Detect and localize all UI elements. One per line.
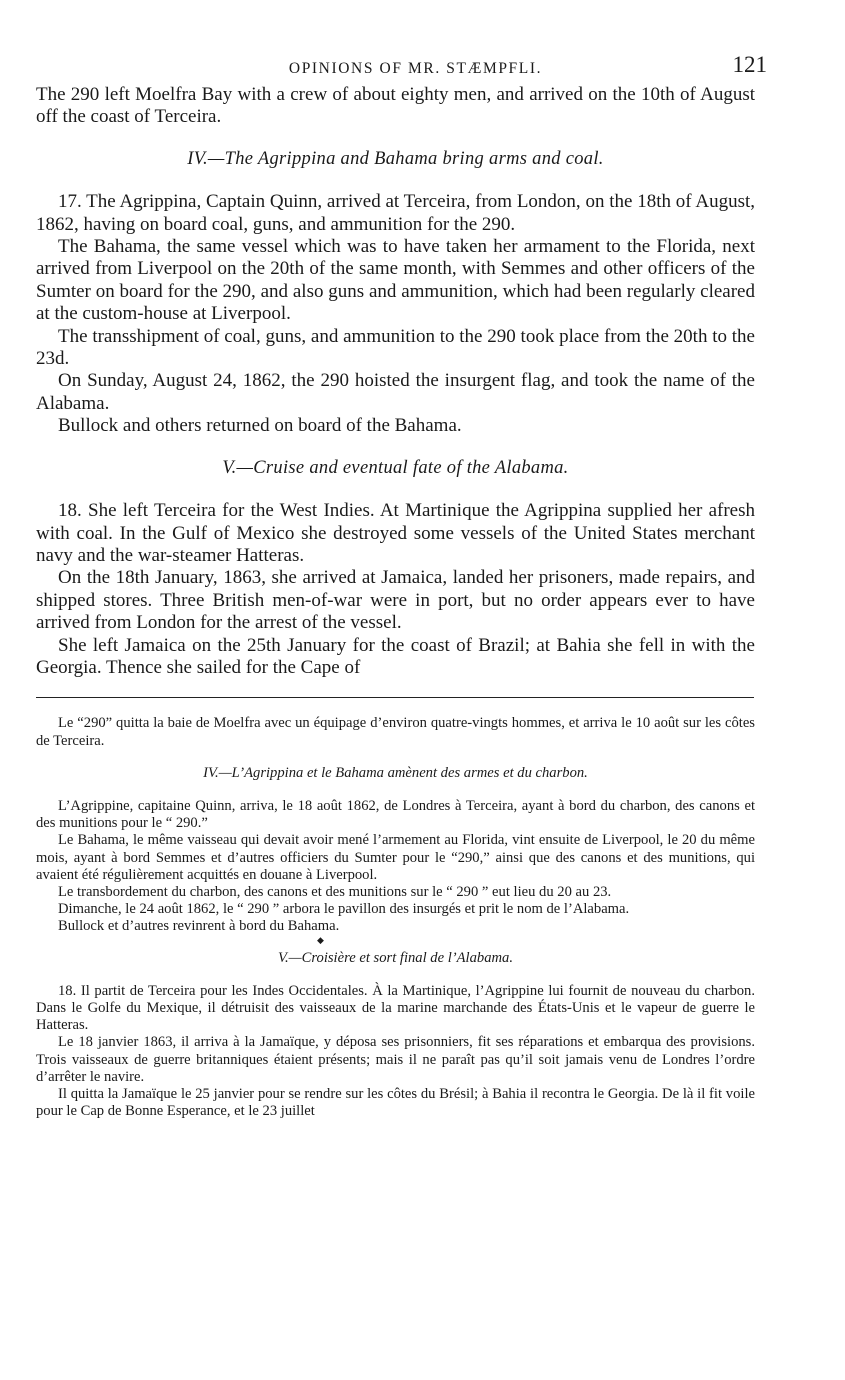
running-header bbox=[36, 48, 767, 84]
ink-dot-mark: ◆ bbox=[317, 934, 324, 945]
english-section-v-title: V.—Cruise and eventual fate of the Alabama. bbox=[222, 457, 569, 478]
english-section-v-heading bbox=[36, 457, 755, 479]
english-paragraph-jamaica: On the 18th January, 1863, she arrived at Jamaica, landed her prisoners, made repairs, and shipped stores. Three British men-of-war were in port, but no order appears ever to have arrived from London for the arrest of the vessel. bbox=[36, 567, 755, 634]
french-paragraph-18: 18. Il partit de Terceira pour les Indes Occidentales. À la Martinique, l’Agrippine lui fournit de nouveau du charbon. Dans le Golfe du Mexique, il détruisit des vaisseaux de la marine marchande des États-Unis et le vapeur de guerre le Hatteras. bbox=[36, 982, 755, 1034]
french-intro-paragraph: Le “290” quitta la baie de Moelfra avec un équipage d’environ quatre-vingts hommes, et arriva le 10 août sur les côtes de Terceira. bbox=[36, 715, 755, 749]
english-paragraph-brazil: She left Jamaica on the 25th January for the coast of Brazil; at Bahia she fell in with the Georgia. Thence she sailed for the Cape of bbox=[36, 634, 755, 678]
english-paragraph-bahama: The Bahama, the same vessel which was to have taken her armament to the Florida, next arrived from Liverpool on the 20th of the same month, with Semmes and other officers of the Sumter on board for the 290, and also guns and ammunition, which had been regularly cleared at the custom-house at Liverpool. bbox=[36, 236, 755, 325]
french-paragraph-bresil: Il quitta la Jamaïque le 25 janvier pour se rendre sur les côtes du Brésil; à Bahia il recontra le Georgia. De là il fit voile pour le Cap de Bonne Esperance, et le 23 juillet bbox=[36, 1086, 755, 1120]
english-paragraph-17: 17. The Agrippina, Captain Quinn, arrived at Terceira, from London, on the 18th of August, 1862, having on board coal, guns, and ammunition for the 290. bbox=[36, 191, 755, 235]
english-text bbox=[36, 84, 755, 679]
english-paragraph-18: 18. She left Terceira for the West Indies. At Martinique the Agrippina supplied her afresh with coal. In the Gulf of Mexico she destroyed some vessels of the United States merchant navy and the war-steamer Hatteras. bbox=[36, 500, 755, 566]
french-translation bbox=[36, 715, 755, 1120]
english-paragraph-bullock: Bullock and others returned on board of the Bahama. bbox=[58, 415, 462, 437]
english-section-iv-heading bbox=[36, 148, 755, 170]
french-paragraph-transbordement: Le transbordement du charbon, des canons et des munitions sur le “ 290 ” eut lieu du 20 au 23. bbox=[58, 883, 612, 900]
running-title: OPINIONS OF MR. STÆMPFLI. bbox=[288, 60, 543, 77]
english-section-iv-title: IV.—The Agrippina and Bahama bring arms and coal. bbox=[187, 148, 604, 169]
french-paragraph-agrippine: L’Agrippine, capitaine Quinn, arriva, le 18 août 1862, de Londres à Terceira, ayant à bord du charbon, des canons et des munitions pour le “ 290.” bbox=[36, 797, 755, 832]
english-paragraph-sunday: On Sunday, August 24, 1862, the 290 hoisted the insurgent flag, and took the name of the Alabama. bbox=[36, 370, 755, 414]
english-paragraph-transshipment: The transshipment of coal, guns, and ammunition to the 290 took place from the 20th to the 23d. bbox=[36, 325, 755, 370]
french-section-iv-heading bbox=[36, 765, 755, 782]
french-section-v-title: V.—Croisière et sort final de l’Alabama. bbox=[278, 949, 513, 966]
translation-divider bbox=[36, 697, 754, 698]
page-number: 121 bbox=[732, 52, 767, 77]
french-section-iv-title: IV.—L’Agrippina et le Bahama amènent des armes et du charbon. bbox=[203, 764, 588, 781]
french-paragraph-bahama: Le Bahama, le même vaisseau qui devait avoir mené l’armement au Florida, vint ensuite de Liverpool, le 20 du même mois, ayant à bord Semmes et d’autres officiers du Sumter pour le “290,” ainsi que des canons et des munitions, qui avaient été régulièrement acquittés en douane à Liverpool. bbox=[36, 832, 755, 883]
french-paragraph-dimanche: Dimanche, le 24 août 1862, le “ 290 ” arbora le pavillon des insurgés et prit le nom de l’Alabama. bbox=[58, 901, 630, 918]
french-paragraph-jamaique: Le 18 janvier 1863, il arriva à la Jamaïque, y déposa ses prisonniers, fit ses réparations et embarqua des provisions. Trois vaisseaux de guerre britanniques étaient présents; mais il ne paraît pas qu’il soit jamais venu de Londres l’ordre d’arrêter le navire. bbox=[36, 1034, 755, 1085]
french-section-v-heading bbox=[36, 950, 755, 967]
english-intro-paragraph: The 290 left Moelfra Bay with a crew of about eighty men, and arrived on the 10th of August off the coast of Terceira. bbox=[36, 84, 755, 128]
french-paragraph-bullock: Bullock et d’autres revinrent à bord du Bahama. bbox=[58, 918, 340, 935]
